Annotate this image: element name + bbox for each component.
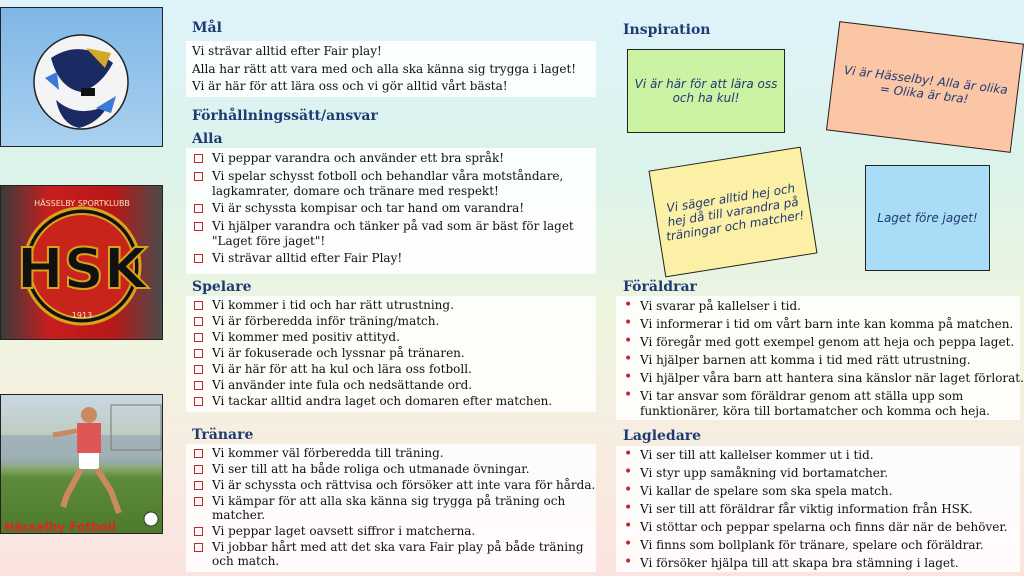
list-item: Vi peppar laget oavsett siffror i matcherna. — [194, 524, 475, 539]
list-item: Vi är här för att ha kul och lära oss fotboll. — [194, 362, 472, 377]
list-item: Vi ser till att ha både roliga och utmanade övningar. — [194, 462, 530, 477]
section-title-tranare: Tränare — [192, 427, 254, 443]
list-item: • Vi föregår med gott exempel genom att heja och peppa laget. — [624, 333, 1015, 349]
hsk-logo-text: HSK — [16, 237, 148, 302]
list-item: Vi tackar alltid andra laget och domaren efter matchen. — [194, 394, 552, 409]
hsk-banner-text: HÄSSELBY SPORTKLUBB — [34, 199, 130, 208]
mal-line: Alla har rätt att vara med och alla ska känna sig trygga i laget! — [192, 62, 577, 76]
list-item: Vi använder inte fula och nedsättande ord. — [194, 378, 472, 393]
inspiration-note-blue: Laget före jaget! — [865, 165, 990, 271]
inspiration-note-yellow: Vi säger alltid hej och hej då till varandra på träningar och matcher! — [649, 147, 818, 278]
lagledare-box — [616, 446, 1020, 572]
inspiration-note-green: Vi är här för att lära oss och ha kul! — [627, 49, 785, 133]
list-item-continuation: lagkamrater, domare och tränare med respekt! — [212, 184, 499, 198]
player-caption: Hässelby Fotboll — [4, 520, 117, 534]
photo-column — [0, 0, 168, 576]
list-item: • Vi informerar i tid om vårt barn inte kan komma på matchen. — [624, 315, 1014, 331]
section-title-spelare: Spelare — [192, 279, 252, 295]
list-item: Vi kommer med positiv attityd. — [194, 330, 400, 345]
list-item-continuation: funktionärer, köra till bortamatcher och komma och heja. — [640, 404, 990, 418]
section-title-lagledare: Lagledare — [623, 428, 702, 444]
section-title-foraldrar: Föräldrar — [623, 279, 697, 295]
hsk-year-text: 1913 — [71, 311, 93, 320]
player-photo — [0, 394, 163, 534]
hsk-logo — [1, 186, 163, 340]
mal-line: Vi strävar alltid efter Fair play! — [192, 44, 382, 58]
spelare-box — [186, 296, 596, 412]
list-item: • Vi finns som bollplank för tränare, spelare och föräldrar. — [624, 536, 984, 552]
football-icon — [1, 8, 163, 147]
list-item: • Vi hjälper barnen att komma i tid med rätt utrustning. — [624, 351, 971, 367]
list-item: Vi är förberedda inför träning/match. — [194, 314, 439, 329]
list-item: Vi kommer i tid och har rätt utrustning. — [194, 298, 454, 313]
list-item: • Vi kallar de spelare som ska spela match. — [624, 482, 893, 498]
list-item: Vi är schyssta kompisar och tar hand om varandra! — [194, 201, 524, 216]
inspiration-note-orange: Vi är Hässelby! Alla är olika = Olika är bra! — [826, 21, 1024, 153]
foraldrar-box — [616, 296, 1024, 420]
list-item: • Vi hjälper våra barn att hantera sina känslor när laget förlorat. — [624, 369, 1024, 385]
section-title-inspiration: Inspiration — [623, 22, 711, 38]
list-item: Vi spelar schysst fotboll och behandlar våra motståndare, — [194, 169, 563, 184]
list-item: Vi kämpar för att alla ska känna sig trygga på träning och — [194, 494, 565, 509]
section-title-forhallning: Förhållningssätt/ansvar — [192, 108, 378, 124]
player-illustration — [1, 395, 163, 534]
mal-line: Vi är här för att lära oss och vi gör alltid vårt bästa! — [192, 79, 508, 93]
list-item-continuation: matcher. — [212, 508, 266, 522]
list-item: • Vi tar ansvar som föräldrar genom att ställa upp som — [624, 387, 964, 403]
list-item: Vi strävar alltid efter Fair Play! — [194, 251, 402, 266]
list-item-continuation: och match. — [212, 554, 280, 568]
list-item: Vi jobbar hårt med att det ska vara Fair play på både träning — [194, 540, 584, 555]
list-item: • Vi styr upp samåkning vid bortamatcher. — [624, 464, 889, 480]
list-item: Vi kommer väl förberedda till träning. — [194, 446, 444, 461]
list-item: Vi peppar varandra och använder ett bra språk! — [194, 151, 504, 166]
tranare-box — [186, 444, 596, 572]
section-title-alla: Alla — [192, 131, 223, 147]
list-item: Vi hjälper varandra och tänker på vad som är bäst för laget — [194, 219, 574, 234]
list-item: • Vi stöttar och peppar spelarna och finns där när de behöver. — [624, 518, 1008, 534]
mal-box — [186, 41, 596, 97]
list-item: • Vi försöker hjälpa till att skapa bra stämning i laget. — [624, 554, 959, 570]
football-photo — [0, 7, 163, 147]
list-item: • Vi ser till att föräldrar får viktig information från HSK. — [624, 500, 973, 516]
alla-box — [186, 148, 596, 274]
list-item: • Vi svarar på kallelser i tid. — [624, 297, 801, 313]
list-item: Vi är fokuserade och lyssnar på tränaren. — [194, 346, 465, 361]
section-title-mal: Mål — [192, 20, 222, 36]
list-item: • Vi ser till att kallelser kommer ut i tid. — [624, 446, 874, 462]
list-item-continuation: "Laget före jaget"! — [212, 234, 326, 248]
hsk-photo — [0, 185, 163, 340]
list-item: Vi är schyssta och rättvisa och försöker att inte vara för hårda. — [194, 478, 595, 493]
